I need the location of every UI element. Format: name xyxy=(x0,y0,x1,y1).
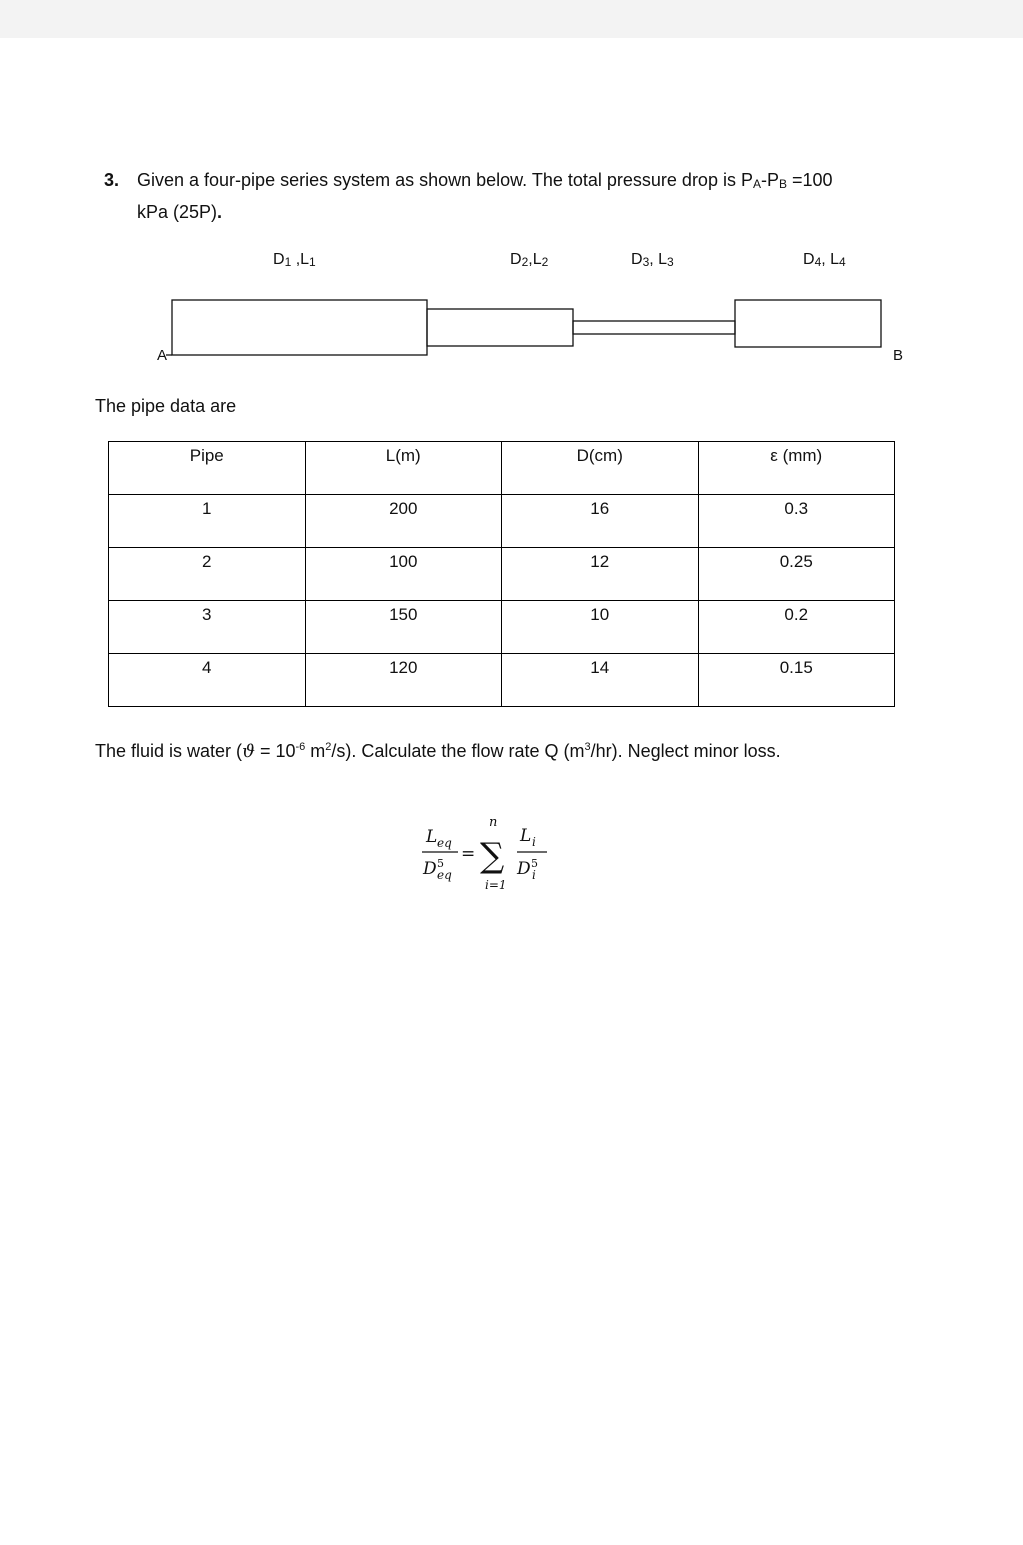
table-cell: 200 xyxy=(305,495,502,548)
pipe-label-4-d: D xyxy=(803,251,815,268)
pipe-label-1-d: D xyxy=(273,251,285,268)
question-number: 3. xyxy=(104,170,120,190)
sum-upper-limit: n xyxy=(489,815,498,830)
fluid-statement xyxy=(95,741,781,762)
question-text-a: Given a four-pipe series system as shown below. The total pressure drop is P xyxy=(137,170,753,190)
squared-exponent: 2 xyxy=(325,741,332,753)
lhs-numerator-sub: eq xyxy=(437,836,452,850)
table-cell: 0.3 xyxy=(698,495,895,548)
question-points: kPa (25P) xyxy=(137,202,218,222)
table-header-row xyxy=(109,442,895,495)
table-cell: 12 xyxy=(502,548,699,601)
header-diameter: D(cm) xyxy=(502,442,699,495)
question-dash: -P xyxy=(760,170,779,190)
lhs-denominator-sub: eq xyxy=(437,868,452,882)
table-cell: 0.15 xyxy=(698,654,895,707)
header-pipe: Pipe xyxy=(109,442,306,495)
table-cell: 120 xyxy=(305,654,502,707)
lhs-numerator: L xyxy=(426,827,438,847)
viscosity-exponent: -6 xyxy=(295,741,306,753)
table-cell: 2 xyxy=(109,548,306,601)
table-cell: 150 xyxy=(305,601,502,654)
rhs-numerator: L xyxy=(520,826,532,846)
pipe-label-2-sep: ,L xyxy=(528,251,542,268)
pipe-label-2-lsub: 2 xyxy=(541,255,549,269)
pipe-label-2-d: D xyxy=(510,251,522,268)
rhs-denominator: D xyxy=(517,859,531,879)
table-row xyxy=(109,548,895,601)
header-roughness: ε (mm) xyxy=(698,442,895,495)
lhs-denominator-sup: 5 xyxy=(437,857,444,870)
pipe-label-4-dsub: 4 xyxy=(814,255,822,269)
pipe-data-intro: The pipe data are xyxy=(95,396,237,416)
viscosity-symbol: ϑ xyxy=(242,741,255,762)
pipe-data-table xyxy=(108,441,895,707)
question-period: . xyxy=(217,202,223,222)
lhs-denominator: D xyxy=(423,859,437,879)
sigma-symbol: ∑ xyxy=(480,836,505,876)
pipe-1 xyxy=(172,300,427,355)
table-row xyxy=(109,601,895,654)
table-cell: 1 xyxy=(109,495,306,548)
fluid-text-1: The fluid is water ( xyxy=(95,741,243,761)
equivalent-length-formula xyxy=(412,812,562,897)
pipe-label-3-sep: , L xyxy=(649,251,668,268)
table-cell: 100 xyxy=(305,548,502,601)
rhs-denominator-sub: i xyxy=(532,868,536,882)
rhs-numerator-sub: i xyxy=(532,835,536,849)
table-cell: 3 xyxy=(109,601,306,654)
question-text-b: =100 xyxy=(787,170,833,190)
pipe-label-3-dsub: 3 xyxy=(642,255,650,269)
sum-lower-limit: i=1 xyxy=(485,878,507,892)
table-row xyxy=(109,495,895,548)
table-cell: 0.25 xyxy=(698,548,895,601)
pipe-label-1-dsub: 1 xyxy=(284,255,292,269)
table-row xyxy=(109,654,895,707)
pipe-3 xyxy=(573,321,735,334)
pipe-4 xyxy=(735,300,881,347)
pipe-label-2-dsub: 2 xyxy=(521,255,529,269)
pipe-label-1-lsub: 1 xyxy=(309,255,316,269)
table-cell: 0.2 xyxy=(698,601,895,654)
table-cell: 10 xyxy=(502,601,699,654)
pipe-2 xyxy=(427,309,573,346)
table-cell: 16 xyxy=(502,495,699,548)
table-cell: 4 xyxy=(109,654,306,707)
pipe-label-4-sep: , L xyxy=(821,251,840,268)
fluid-text-2: m xyxy=(305,741,326,761)
pipe-label-3-d: D xyxy=(631,251,643,268)
cubed-exponent: 3 xyxy=(584,741,591,753)
fluid-text-3: /s). Calculate the flow rate Q (m xyxy=(331,741,585,761)
fluid-text-4: /hr). Neglect minor loss. xyxy=(590,741,781,761)
point-a-label: A xyxy=(157,347,168,364)
fluid-equals: = 10 xyxy=(254,741,296,761)
point-b-label: B xyxy=(893,347,904,364)
pipe-label-1-sep: ,L xyxy=(291,251,310,268)
header-length: L(m) xyxy=(305,442,502,495)
pipe-system-diagram xyxy=(0,0,1023,400)
formula-equals: = xyxy=(461,844,476,864)
rhs-denominator-sup: 5 xyxy=(531,857,538,870)
subscript-b: B xyxy=(778,177,787,191)
pipe-label-3-lsub: 3 xyxy=(667,255,674,269)
table-cell: 14 xyxy=(502,654,699,707)
pipe-label-4-lsub: 4 xyxy=(839,255,846,269)
subscript-a: A xyxy=(752,177,761,191)
